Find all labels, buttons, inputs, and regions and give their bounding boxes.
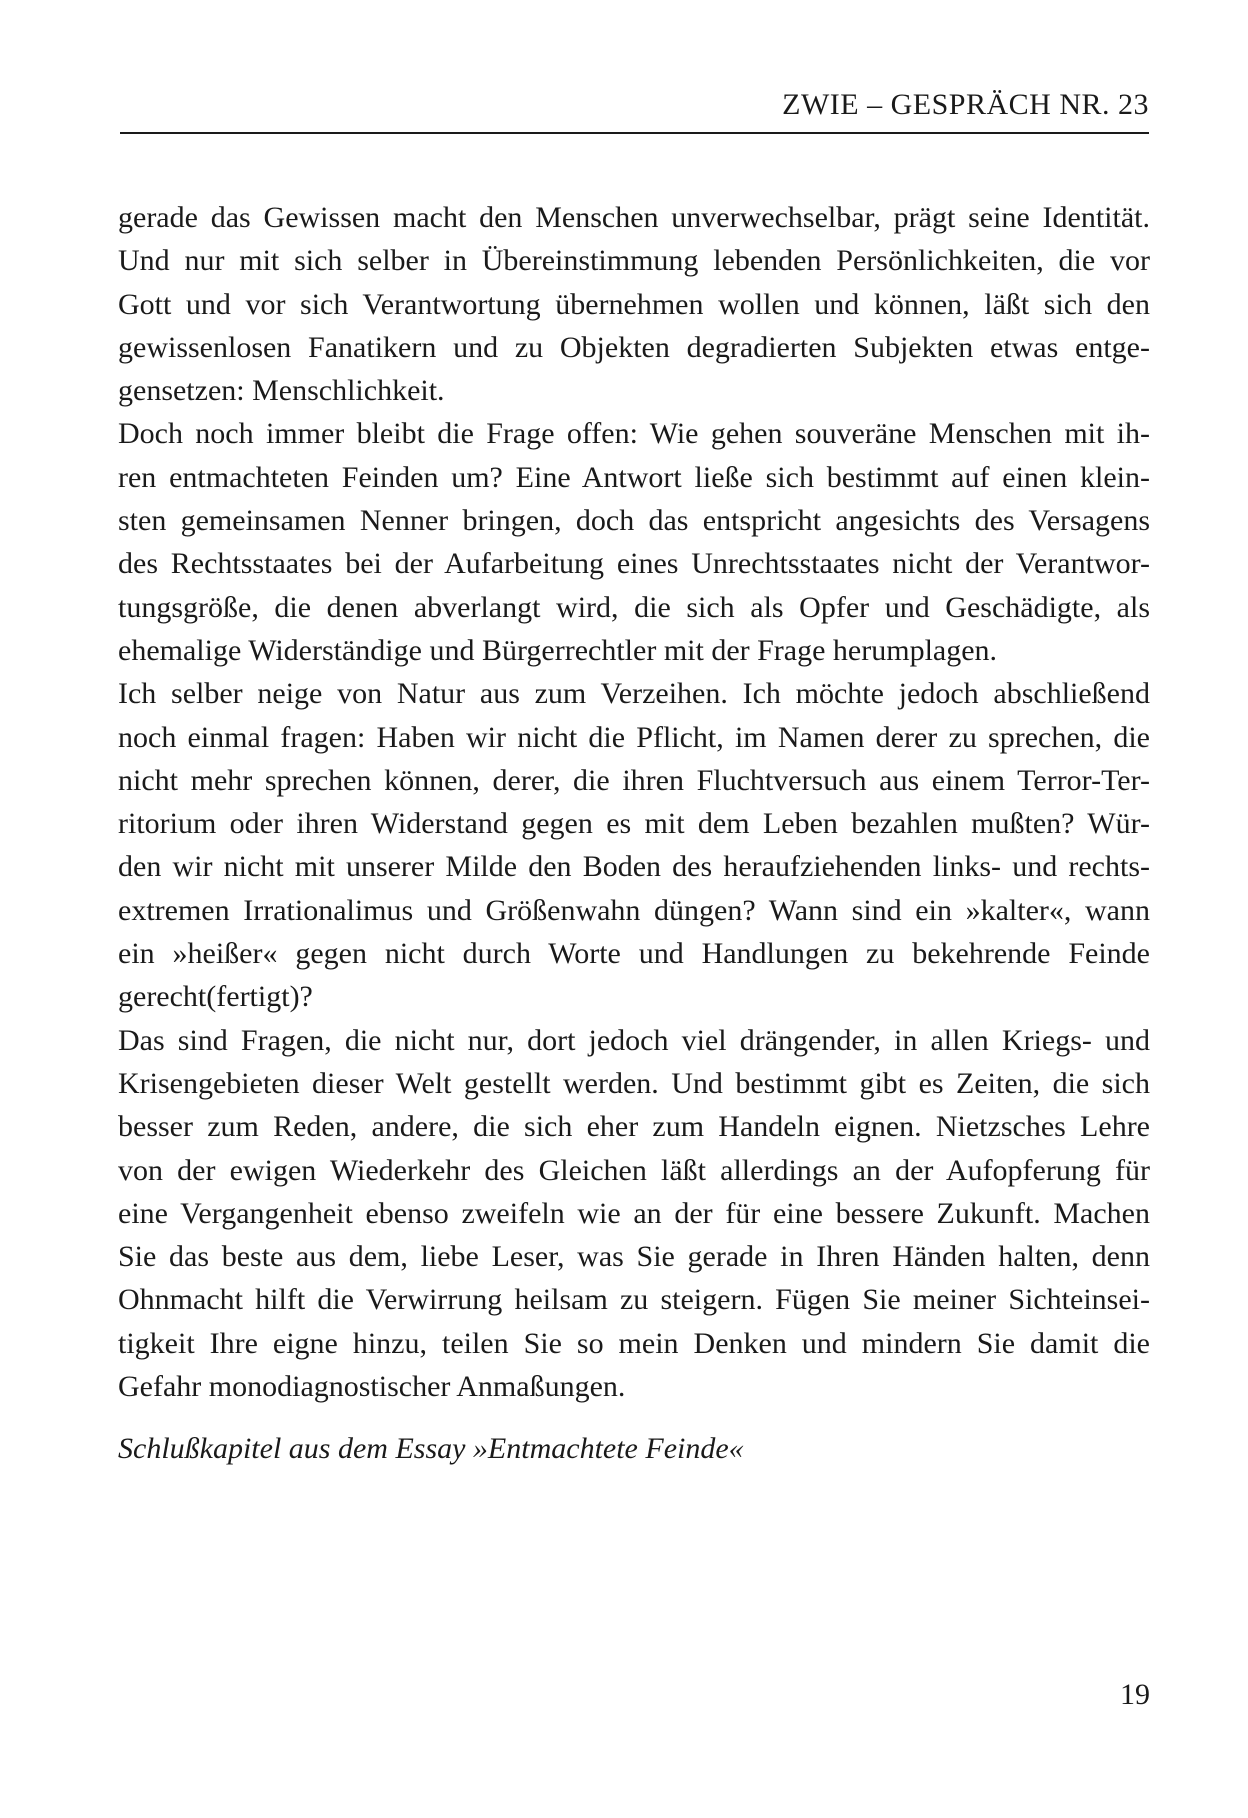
text-line: eine Vergangenheit ebenso zweifeln wie an der für eine bessere Zukunft. Machen [118,1196,1150,1230]
text-line: gerecht(fertigt)? [118,980,313,1014]
text-line: Doch noch immer bleibt die Frage offen: Wie gehen souveräne Menschen mit ih- [118,417,1150,451]
text-line: gensetzen: Menschlichkeit. [118,374,445,408]
text-line: ritorium oder ihren Widerstand gegen es mit dem Leben bezahlen mußten? Wür- [118,807,1150,841]
text-line: extremen Irrationalimus und Größenwahn düngen? Wann sind ein »kalter«, wann [118,893,1150,927]
text-line: tigkeit Ihre eigne hinzu, teilen Sie so mein Denken und mindern Sie damit die [118,1326,1150,1360]
text-line: Gott und vor sich Verantwortung übernehmen wollen und können, läßt sich den [118,287,1150,321]
text-line: den wir nicht mit unserer Milde den Boden des heraufziehenden links- und rechts- [118,850,1150,884]
text-line: gewissenlosen Fanatikern und zu Objekten degradierten Subjekten etwas entge- [118,330,1150,364]
text-line: Ich selber neige von Natur aus zum Verzeihen. Ich möchte jedoch abschließend [118,677,1150,711]
header-rule [120,132,1149,134]
text-line: Ohnmacht hilft die Verwirrung heilsam zu steigern. Fügen Sie meiner Sichteinsei- [118,1283,1150,1317]
text-line: Das sind Fragen, die nicht nur, dort jedoch viel drängender, in allen Kriegs- und [118,1023,1150,1057]
body-text [118,196,1150,1408]
running-header: ZWIE – GESPRÄCH NR. 23 [782,88,1149,121]
text-line: des Rechtsstaates bei der Aufarbeitung eines Unrechtsstaates nicht der Verantwor- [118,547,1150,581]
text-line: Und nur mit sich selber in Übereinstimmung lebenden Persönlichkeiten, die vor [118,244,1150,278]
text-line: Krisengebieten dieser Welt gestellt werden. Und bestimmt gibt es Zeiten, die sich [118,1066,1150,1100]
text-line: ehemalige Widerständige und Bürgerrechtler mit der Frage herumplagen. [118,633,998,667]
text-line: sten gemeinsamen Nenner bringen, doch das entspricht angesichts des Versagens [118,504,1150,538]
text-line: Gefahr monodiagnostischer Anmaßungen. [118,1370,626,1404]
text-line: von der ewigen Wiederkehr des Gleichen läßt allerdings an der Aufopferung für [118,1153,1150,1187]
source-note: Schlußkapitel aus dem Essay »Entmachtete Feinde« [118,1432,744,1465]
text-line: Sie das beste aus dem, liebe Leser, was Sie gerade in Ihren Händen halten, denn [118,1240,1150,1274]
text-line: besser zum Reden, andere, die sich eher zum Handeln eignen. Nietzsches Lehre [118,1110,1150,1144]
text-line: noch einmal fragen: Haben wir nicht die Pflicht, im Namen derer zu sprechen, die [118,720,1150,754]
text-line: tungsgröße, die denen abverlangt wird, die sich als Opfer und Geschädigte, als [118,590,1150,624]
text-line: ren entmachteten Feinden um? Eine Antwort ließe sich bestimmt auf einen klein- [118,460,1150,494]
page-number: 19 [1120,1678,1150,1711]
text-line: gerade das Gewissen macht den Menschen unverwechselbar, prägt seine Identität. [118,201,1150,234]
text-line: ein »heißer« gegen nicht durch Worte und Handlungen zu bekehrende Feinde [118,937,1150,971]
text-line: nicht mehr sprechen können, derer, die ihren Fluchtversuch aus einem Terror-Ter- [118,763,1150,797]
